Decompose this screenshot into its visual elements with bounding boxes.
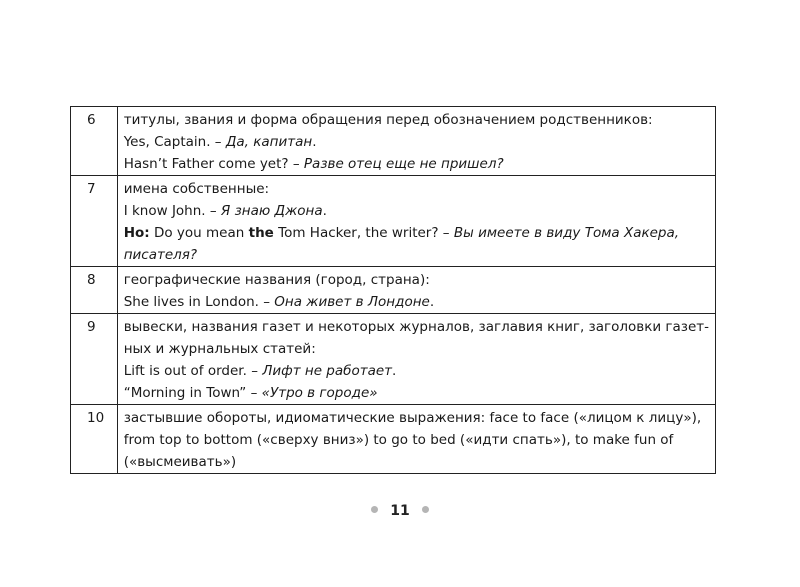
table-row [71, 314, 716, 405]
table-row [71, 107, 716, 176]
example-punct: . [392, 363, 397, 379]
row-number: 6 [71, 107, 118, 176]
table-row [71, 176, 716, 267]
example-russian: Вы имеете в виду Тома Хакера, [453, 225, 680, 241]
example-english: Tom Hacker, the writer? – [273, 225, 454, 241]
example-russian: Она живет в Лондоне [274, 294, 430, 310]
bullet-dot-icon [371, 506, 378, 513]
page-footer [0, 503, 800, 519]
example-line [124, 291, 709, 313]
example-russian: писателя? [123, 247, 198, 263]
row-content [117, 267, 715, 314]
rule-description: имена собственные: [123, 181, 270, 197]
example-english: I know John. – [123, 203, 221, 219]
row-content [117, 107, 715, 176]
example-line [124, 153, 709, 175]
rule-description: застывшие обороты, идиоматические выражения: face to face («лицом к лицу»), [123, 410, 702, 426]
rule-description: from top to bottom («сверху вниз») to go to bed («идти спать»), to make fun of [123, 432, 674, 448]
rule-description: ных и журнальных статей: [123, 341, 316, 357]
row-number: 10 [71, 405, 118, 474]
example-punct: . [312, 134, 317, 150]
row-content [117, 405, 715, 474]
example-russian: Разве отец еще не пришел? [303, 156, 504, 172]
example-english: Hasn’t Father come yet? – [123, 156, 304, 172]
bullet-dot-icon [422, 506, 429, 513]
row-number: 9 [71, 314, 118, 405]
example-english: Do you mean [149, 225, 249, 241]
example-punct: . [429, 294, 435, 310]
example-line [124, 131, 709, 153]
table-row [71, 267, 716, 314]
example-line [124, 382, 709, 404]
example-english: Yes, Captain. – [123, 134, 226, 150]
example-russian: Да, капитан [225, 134, 313, 150]
page-number: 11 [390, 503, 410, 519]
example-punct: . [322, 203, 327, 219]
rule-description: («высмеивать») [123, 454, 237, 470]
example-russian: «Утро в городе» [261, 385, 378, 401]
example-line [124, 360, 709, 382]
example-english: Lift is out of order. – [123, 363, 263, 379]
speaker-label: Ho: [123, 225, 150, 241]
table-row [71, 405, 716, 474]
row-number: 8 [71, 267, 118, 314]
example-english: “Morning in Town” – [123, 385, 262, 401]
example-line [124, 222, 709, 244]
row-content [117, 314, 715, 405]
example-russian: Я знаю Джона [220, 203, 323, 219]
rule-description: географические названия (город, страна): [123, 272, 430, 288]
rule-description: титулы, звания и форма обращения перед обозначением родственников: [123, 112, 653, 128]
row-content [117, 176, 715, 267]
article-highlight: the [248, 225, 274, 241]
example-english: She lives in London. – [123, 294, 275, 310]
rule-description: вывески, названия газет и некоторых журналов, заглавия книг, заголовки газет- [123, 319, 709, 335]
example-russian: Лифт не работает [262, 363, 393, 379]
example-line [124, 200, 709, 222]
row-number: 7 [71, 176, 118, 267]
rules-table [70, 106, 716, 474]
